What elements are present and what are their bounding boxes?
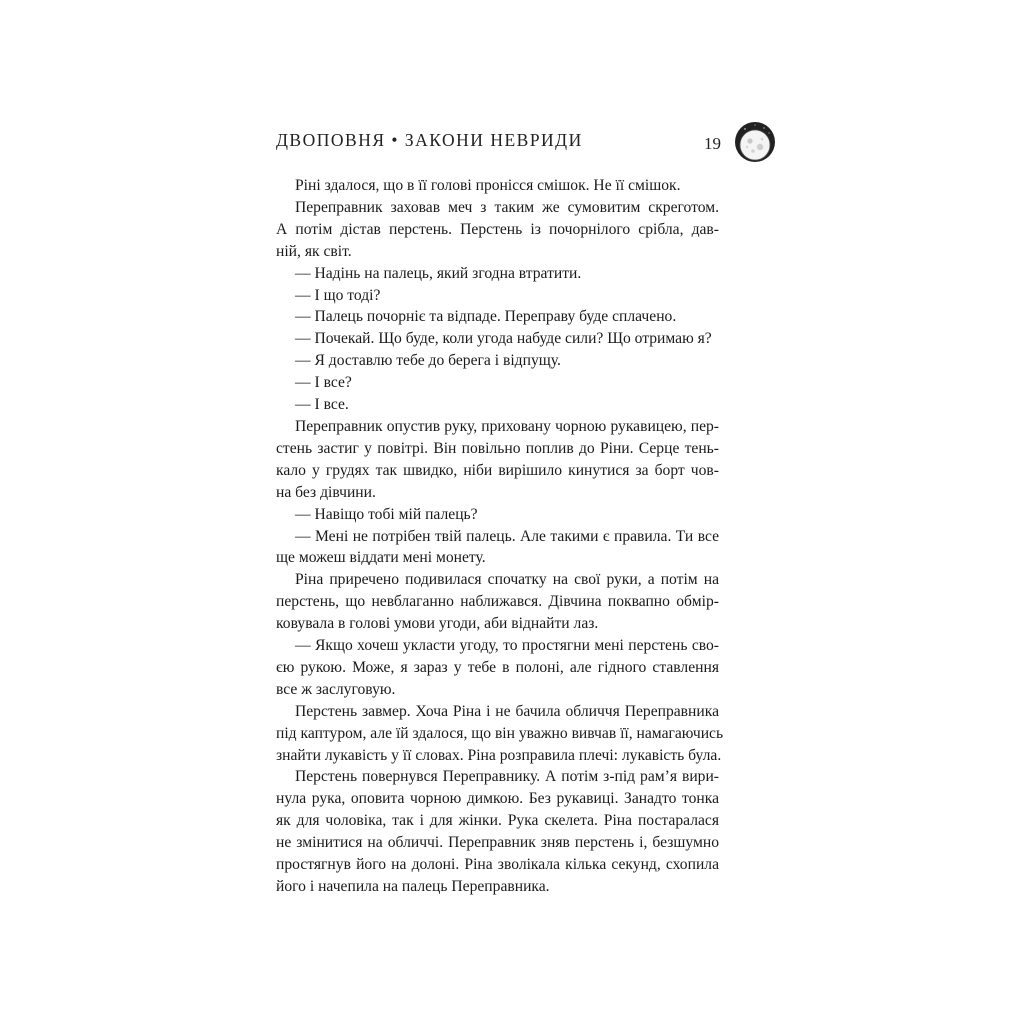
moon-phase-icon [733, 120, 777, 164]
text-line: перстень, що невблаганно наближався. Дівчина поквапно обмір- [276, 593, 719, 611]
text-line: ще можеш віддати мені монету. [276, 549, 486, 567]
text-line: — Навіщо тобі мій палець? [295, 505, 478, 523]
text-line: — Мені не потрібен твій палець. Але такими є правила. Ти все [295, 527, 719, 545]
text-line: — Якщо хочеш укласти угоду, то простягни мені перстень сво- [295, 637, 719, 655]
text-line: Переправник опустив руку, приховану чорною рукавицею, пер- [295, 417, 719, 435]
text-line: на без дівчини. [276, 483, 376, 501]
running-title: ДВОПОВНЯ • ЗАКОНИ НЕВРИДИ [276, 130, 583, 150]
text-line: Переправник заховав меч з таким же сумовитим скреготом. [295, 198, 719, 216]
text-line: єю рукою. Може, я зараз у тебе в полоні, але гідного ставлення [276, 658, 719, 676]
text-line: під каптуром, але їй здалося, що він уважно вивчав її, намагаючись [276, 724, 724, 742]
page-number: 19 [704, 134, 721, 153]
text-line: простягнув його на долоні. Ріна зволікала кілька секунд, схопила [276, 856, 719, 874]
text-line: А потім дістав перстень. Перстень із почорнілого срібла, дав- [276, 220, 719, 238]
text-line: Перстень завмер. Хоча Ріна і не бачила обличчя Переправника [295, 702, 719, 720]
text-line: його і начепила на палець Переправника. [276, 878, 550, 895]
text-line: не змінитися на обличчі. Переправник зняв перстень і, безшумно [276, 834, 719, 852]
text-line: — І що тоді? [295, 286, 381, 304]
text-line: все ж заслуговую. [276, 680, 396, 698]
text-line: — І все? [295, 374, 352, 392]
body-text [276, 175, 724, 898]
text-line: Перстень повернувся Переправнику. А потім з-під рам’я вири- [295, 768, 719, 786]
text-line: — Палець почорніє та відпаде. Переправу буде сплачено. [295, 308, 677, 326]
text-line: — І все. [295, 396, 349, 414]
text-line: знайти лукавість у її словах. Ріна розправила плечі: лукавість була. [276, 746, 722, 764]
text-line: Ріна приречено подивилася спочатку на свої руки, а потім на [295, 571, 719, 589]
text-line: нула рука, оповита чорною димкою. Без рукавиці. Занадто тонка [276, 790, 719, 808]
text-line: — Надінь на палець, який згодна втратити. [295, 264, 582, 282]
text-line: — Я доставлю тебе до берега і відпущу. [295, 352, 561, 370]
text-line: ковувала в голові умови угоди, аби віднайти лаз. [276, 615, 599, 633]
text-line: як для чоловіка, так і для жінки. Рука скелета. Ріна постаралася [276, 812, 719, 830]
text-line: — Почекай. Що буде, коли угода набуде сили? Що отримаю я? [295, 330, 712, 348]
text-line: кало у грудях так швидко, ніби вирішило кинутися за борт чов- [276, 461, 719, 479]
text-line: стень застиг у повітрі. Він повільно поплив до Ріни. Серце тень- [276, 439, 719, 457]
text-line: ній, як світ. [276, 242, 352, 260]
text-line: Ріні здалося, що в її голові пронісся смішок. Не її смішок. [295, 177, 681, 194]
